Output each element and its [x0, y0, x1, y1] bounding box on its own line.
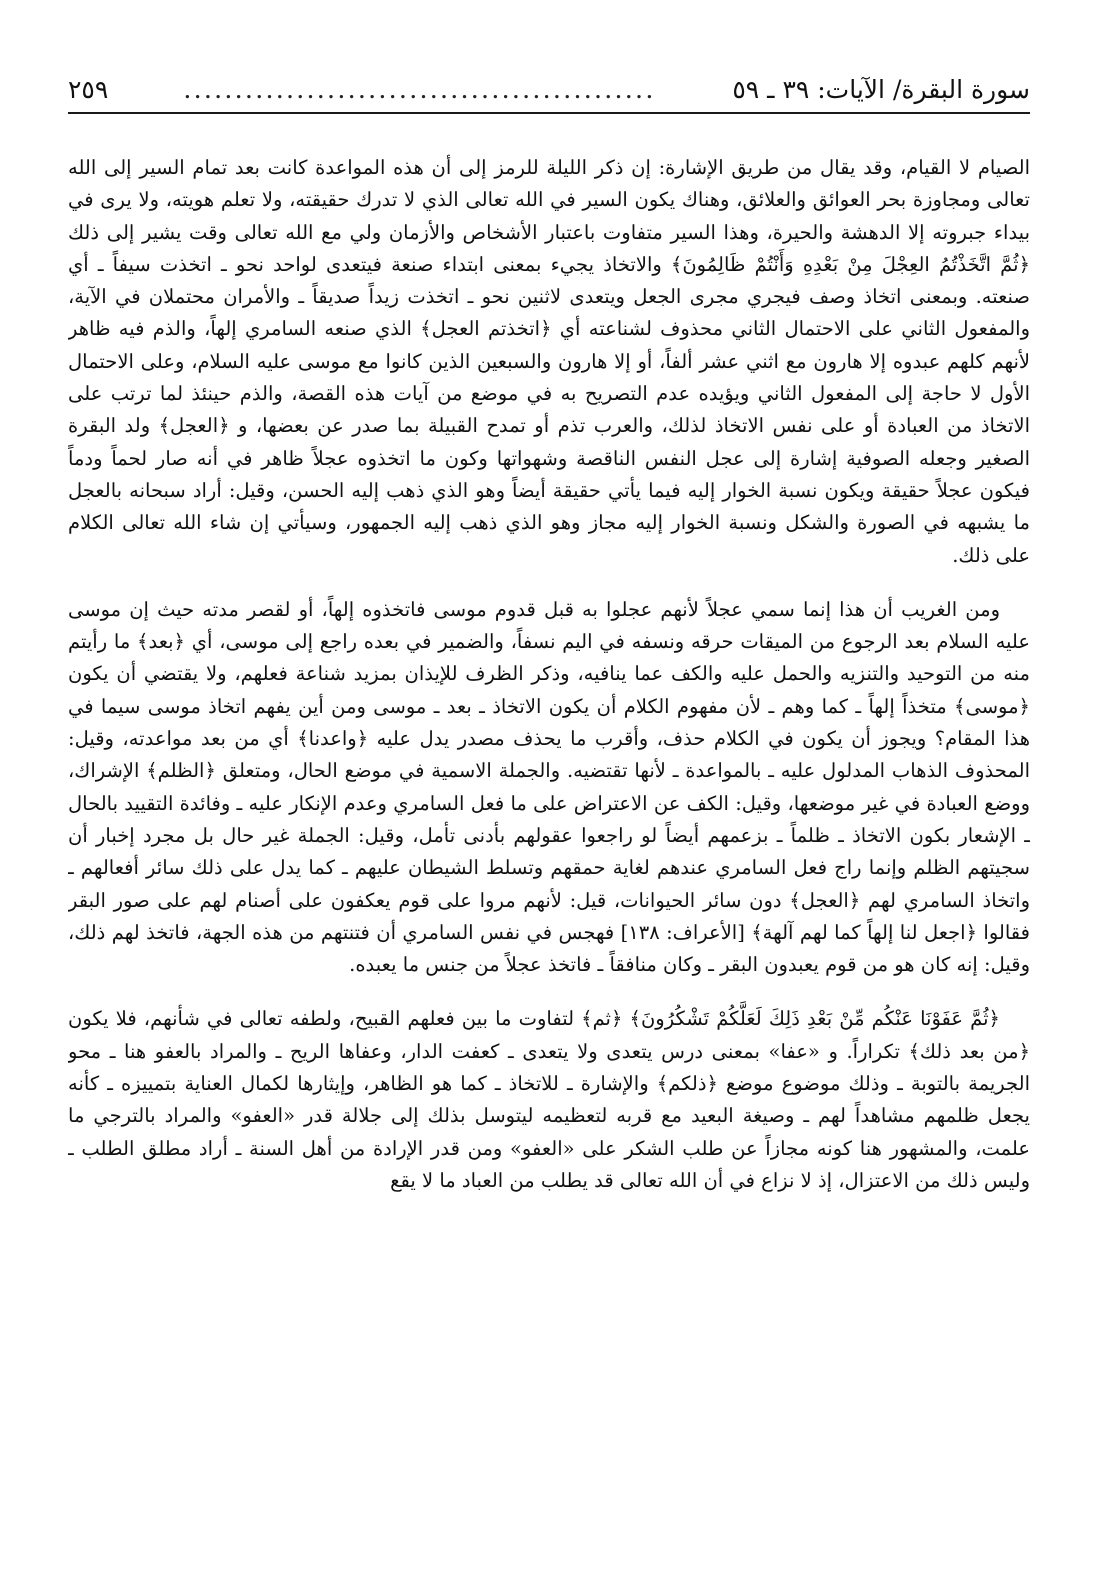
paragraph-1: الصيام لا القيام، وقد يقال من طريق الإشارة: إن ذكر الليلة للرمز إلى أن هذه المواعدة كانت بعد تمام السير إلى الله تعالى ومجاوزة بحر العوائق والعلائق، وهناك يكون السير في الله تعالى الذي لا تدرك حقيقته، ولا تعلم هويته، ولا يرى في بيداء جبروته إلا الدهشة والحيرة، وهذا السير متفاوت باعتبار الأشخاص والأزمان ولي مع الله تعالى وقت يشير إلى ذلك ﴿ثُمَّ اتَّخَذْتُمُ العِجْلَ مِنْ بَعْدِهِ وَأَنْتُمْ ظَالِمُونَ﴾ والاتخاذ يجيء بمعنى ابتداء صنعة فيتعدى لواحد نحو ـ اتخذت سيفاً ـ أي صنعته. وبمعنى اتخاذ وصف فيجري مجرى الجعل ويتعدى لاثنين نحو ـ اتخذت زيداً صديقاً ـ والأمران محتملان في الآية، والمفعول الثاني على الاحتمال الثاني محذوف لشناعته أي ﴿اتخذتم العجل﴾ الذي صنعه السامري إلهاً، والذم فيه ظاهر لأنهم كلهم عبدوه إلا هارون مع اثني عشر ألفاً، أو إلا هارون والسبعين الذين كانوا مع موسى عليه السلام، وعلى الاحتمال الأول لا حاجة إلى المفعول الثاني ويؤيده عدم التصريح به في موضع من آيات هذه القصة، والذم حينئذ لما ترتب على الاتخاذ من العبادة أو على نفس الاتخاذ لذلك، والعرب تذم أو تمدح القبيلة بما صدر عن بعضها، و ﴿العجل﴾ ولد البقرة الصغير وجعله الصوفية إشارة إلى عجل النفس الناقصة وشهواتها وكون ما اتخذوه عجلاً ظاهر في أنه صار لحماً ودماً فيكون عجلاً حقيقة ويكون نسبة الخوار إليه فيما يأتي حقيقة أيضاً وهو الذي ذهب إليه الحسن، وقيل: أراد سبحانه بالعجل ما يشبهه في الصورة والشكل ونسبة الخوار إليه مجاز وهو الذي ذهب إليه الجمهور، وسيأتي إن شاء الله تعالى الكلام على ذلك. [68, 156, 1030, 567]
header-rule [68, 112, 1030, 114]
paragraph-2: ومن الغريب أن هذا إنما سمي عجلاً لأنهم عجلوا به قبل قدوم موسى فاتخذوه إلهاً، أو لقصر مدته حيث إن موسى عليه السلام بعد الرجوع من الميقات حرقه ونسفه في اليم نسفاً، والضمير في بعده راجع إلى موسى، أي ﴿بعد﴾ ما رأيتم منه من التوحيد والتنزيه والحمل عليه والكف عما ينافيه، وذكر الظرف للإيذان بمزيد شناعة فعلهم، ولا يقتضي أن يكون ﴿موسى﴾ متخذاً إلهاً ـ كما وهم ـ لأن مفهوم الكلام أن يكون الاتخاذ ـ بعد ـ موسى ومن أين يفهم اتخاذ موسى سيما في هذا المقام؟ ويجوز أن يكون في الكلام حذف، وأقرب ما يحذف مصدر يدل عليه ﴿واعدنا﴾ أي من بعد مواعدته، وقيل: المحذوف الذهاب المدلول عليه ـ بالمواعدة ـ لأنها تقتضيه. والجملة الاسمية في موضع الحال، ومتعلق ﴿الظلم﴾ الإشراك، ووضع العبادة في غير موضعها، وقيل: الكف عن الاعتراض على ما فعل السامري وعدم الإنكار عليه ـ وفائدة التقييد بالحال ـ الإشعار بكون الاتخاذ ـ ظلماً ـ بزعمهم أيضاً لو راجعوا عقولهم بأدنى تأمل، وقيل: الجملة غير حال بل مجرد إخبار أن سجيتهم الظلم وإنما راج فعل السامري عندهم لغاية حمقهم وتسلط الشيطان عليهم ـ كما يدل على ذلك سائر أفعالهم ـ واتخاذ السامري لهم ﴿العجل﴾ دون سائر الحيوانات، قيل: لأنهم مروا على قوم يعكفون على أصنام لهم على صور البقر فقالوا ﴿اجعل لنا إلهاً كما لهم آلهة﴾ [الأعراف: ١٣٨] فهجس في نفس السامري أن فتنتهم من هذه الجهة، فاتخذ لهم ذلك، وقيل: إنه كان هو من قوم يعبدون البقر ـ وكان منافقاً ـ فاتخذ عجلاً من جنس ما يعبده. [68, 597, 1030, 977]
body-text [68, 152, 1030, 1197]
paragraph-3: ﴿ثُمَّ عَفَوْنَا عَنْكُم مِّنْ بَعْدِ ذَلِكَ لَعَلَّكُمْ تَشْكُرُونَ﴾ ﴿ثم﴾ لتفاوت ما بين فعلهم القبيح، ولطفه تعالى في شأنهم، فلا يكون ﴿من بعد ذلك﴾ تكراراً. و «عفا» بمعنى درس يتعدى ولا يتعدى ـ كعفت الدار، وعفاها الريح ـ والمراد بالعفو هنا ـ محو الجريمة بالتوبة ـ وذلك موضوع موضع ﴿ذلكم﴾ والإشارة ـ للاتخاذ ـ كما هو الظاهر، وإيثارها لكمال العناية بتمييزه ـ كأنه يجعل ظلمهم مشاهداً لهم ـ وصيغة البعيد مع قربه لتعظيمه ليتوسل بذلك إلى جلالة قدر «العفو» والمراد بالترجي ما علمت، والمشهور هنا كونه مجازاً عن طلب الشكر على «العفو» ومن قدر الإرادة من أهل السنة ـ أراد مطلق الطلب ـ وليس ذلك من الاعتزال، إذ لا نزاع في أن الله تعالى قد يطلب من العباد ما لا يقع [68, 1007, 1030, 1192]
page-number: ٢٥٩ [68, 75, 109, 104]
running-title: سورة البقرة/ الآيات: ٣٩ ـ ٥٩ [732, 75, 1030, 104]
book-page [68, 72, 1030, 1552]
running-header [68, 72, 1030, 108]
dot-leader: .............................................. [184, 82, 657, 103]
